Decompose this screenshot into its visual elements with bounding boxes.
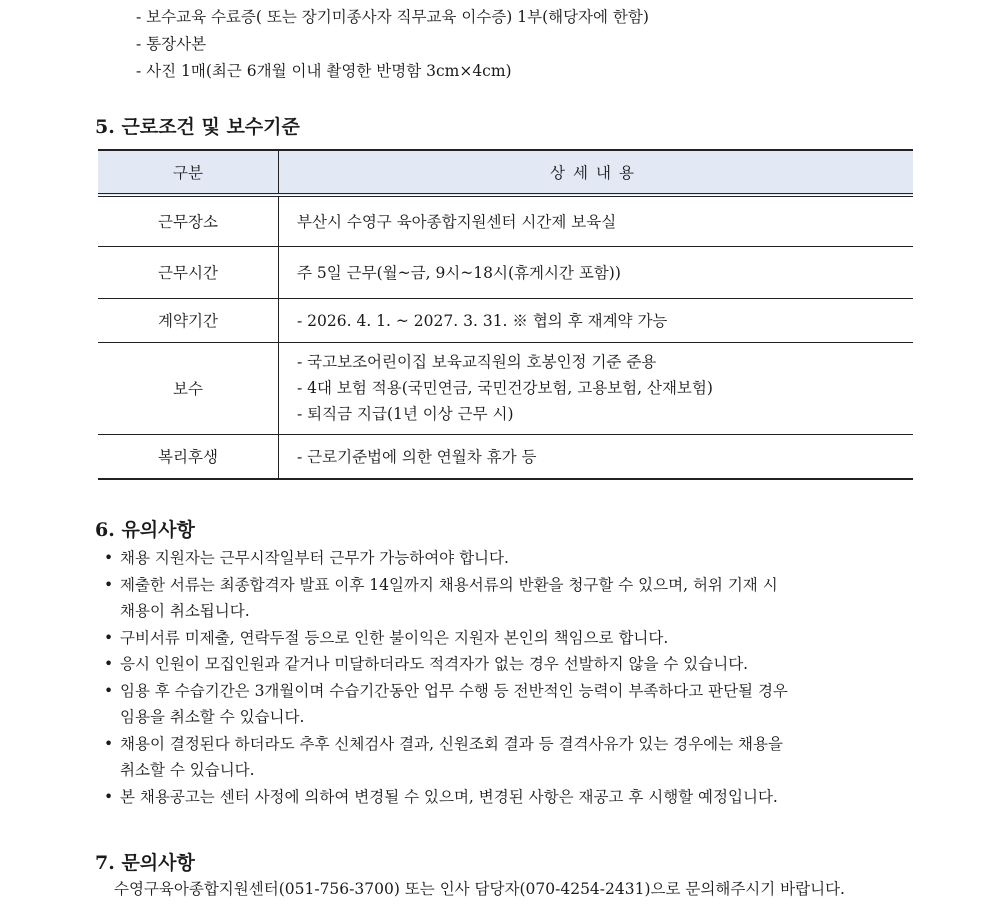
notes-list: [104, 545, 904, 810]
bullet-icon: •: [104, 655, 114, 673]
note-line: 채용이 취소됩니다.: [120, 602, 250, 620]
section-5-title: 5. 근로조건 및 보수기준: [95, 116, 300, 138]
list-item: [104, 651, 904, 678]
contact-info: 수영구육아종합지원센터(051-756-3700) 또는 인사 담당자(070-4254-2431)으로 문의해주시기 바랍니다.: [114, 880, 845, 898]
table-row: [98, 298, 913, 342]
table-row: [98, 342, 913, 434]
document-item: - 보수교육 수료증( 또는 장기미종사자 직무교육 이수증) 1부(해당자에 한함): [136, 8, 649, 26]
row-label: 근무시간: [98, 246, 279, 298]
detail-line: - 국고보조어린이집 보육교직원의 호봉인정 기준 준용: [297, 353, 657, 371]
note-line: 임용 후 수습기간은 3개월이며 수습기간동안 업무 수행 등 전반적인 능력이 부족하다고 판단될 경우: [120, 681, 788, 700]
note-line: 임용을 취소할 수 있습니다.: [120, 708, 305, 726]
bullet-icon: •: [104, 734, 114, 753]
list-item: [104, 545, 904, 572]
list-item: [104, 731, 904, 784]
table-row: [98, 434, 913, 479]
note-line: 구비서류 미제출, 연락두절 등으로 인한 불이익은 지원자 본인의 책임으로 합니다.: [120, 628, 669, 647]
header-details: 상세내용: [279, 150, 914, 195]
document-item: - 통장사본: [136, 35, 207, 53]
bullet-icon: •: [104, 628, 114, 647]
document-item: - 사진 1매(최근 6개월 이내 촬영한 반명함 3cm×4cm): [136, 62, 512, 80]
row-detail: - 근로기준법에 의한 연월차 휴가 등: [279, 434, 914, 479]
note-line: 취소할 수 있습니다.: [120, 761, 255, 779]
working-conditions-table: [98, 149, 913, 480]
note-line: 채용 지원자는 근무시작일부터 근무가 가능하여야 합니다.: [120, 549, 509, 567]
bullet-icon: •: [104, 549, 114, 567]
row-detail: 부산시 수영구 육아종합지원센터 시간제 보육실: [279, 195, 914, 246]
section-7-title: 7. 문의사항: [95, 852, 195, 874]
required-documents-list: [136, 4, 649, 85]
row-detail: [279, 342, 914, 434]
row-label: 계약기간: [98, 298, 279, 342]
list-item: [104, 572, 904, 625]
section-6-title: 6. 유의사항: [95, 519, 195, 541]
note-line: 채용이 결정된다 하더라도 추후 신체검사 결과, 신원조회 결과 등 결격사유가 있는 경우에는 채용을: [120, 734, 783, 753]
bullet-icon: •: [104, 681, 114, 700]
table-row: [98, 195, 913, 246]
row-detail: - 2026. 4. 1. ~ 2027. 3. 31. ※ 협의 후 재계약 가능: [279, 298, 914, 342]
list-item: [104, 784, 904, 811]
list-item: [104, 678, 904, 731]
table-row: [98, 246, 913, 298]
row-label: 복리후생: [98, 434, 279, 479]
detail-line: - 퇴직금 지급(1년 이상 근무 시): [297, 405, 514, 423]
table-header-row: [98, 150, 913, 195]
note-line: 응시 인원이 모집인원과 같거나 미달하더라도 적격자가 없는 경우 선발하지 않을 수 있습니다.: [120, 655, 749, 673]
header-category: 구분: [98, 150, 279, 195]
list-item: [104, 625, 904, 652]
row-label: 보수: [98, 342, 279, 434]
row-label: 근무장소: [98, 195, 279, 246]
bullet-icon: •: [104, 575, 114, 594]
row-detail: 주 5일 근무(월~금, 9시~18시(휴게시간 포함)): [279, 246, 914, 298]
note-line: 제출한 서류는 최종합격자 발표 이후 14일까지 채용서류의 반환을 청구할 수 있으며, 허위 기재 시: [120, 575, 778, 594]
bullet-icon: •: [104, 787, 114, 806]
detail-line: - 4대 보험 적용(국민연금, 국민건강보험, 고용보험, 산재보험): [297, 379, 713, 397]
note-line: 본 채용공고는 센터 사정에 의하여 변경될 수 있으며, 변경된 사항은 재공고 후 시행할 예정입니다.: [120, 787, 778, 806]
